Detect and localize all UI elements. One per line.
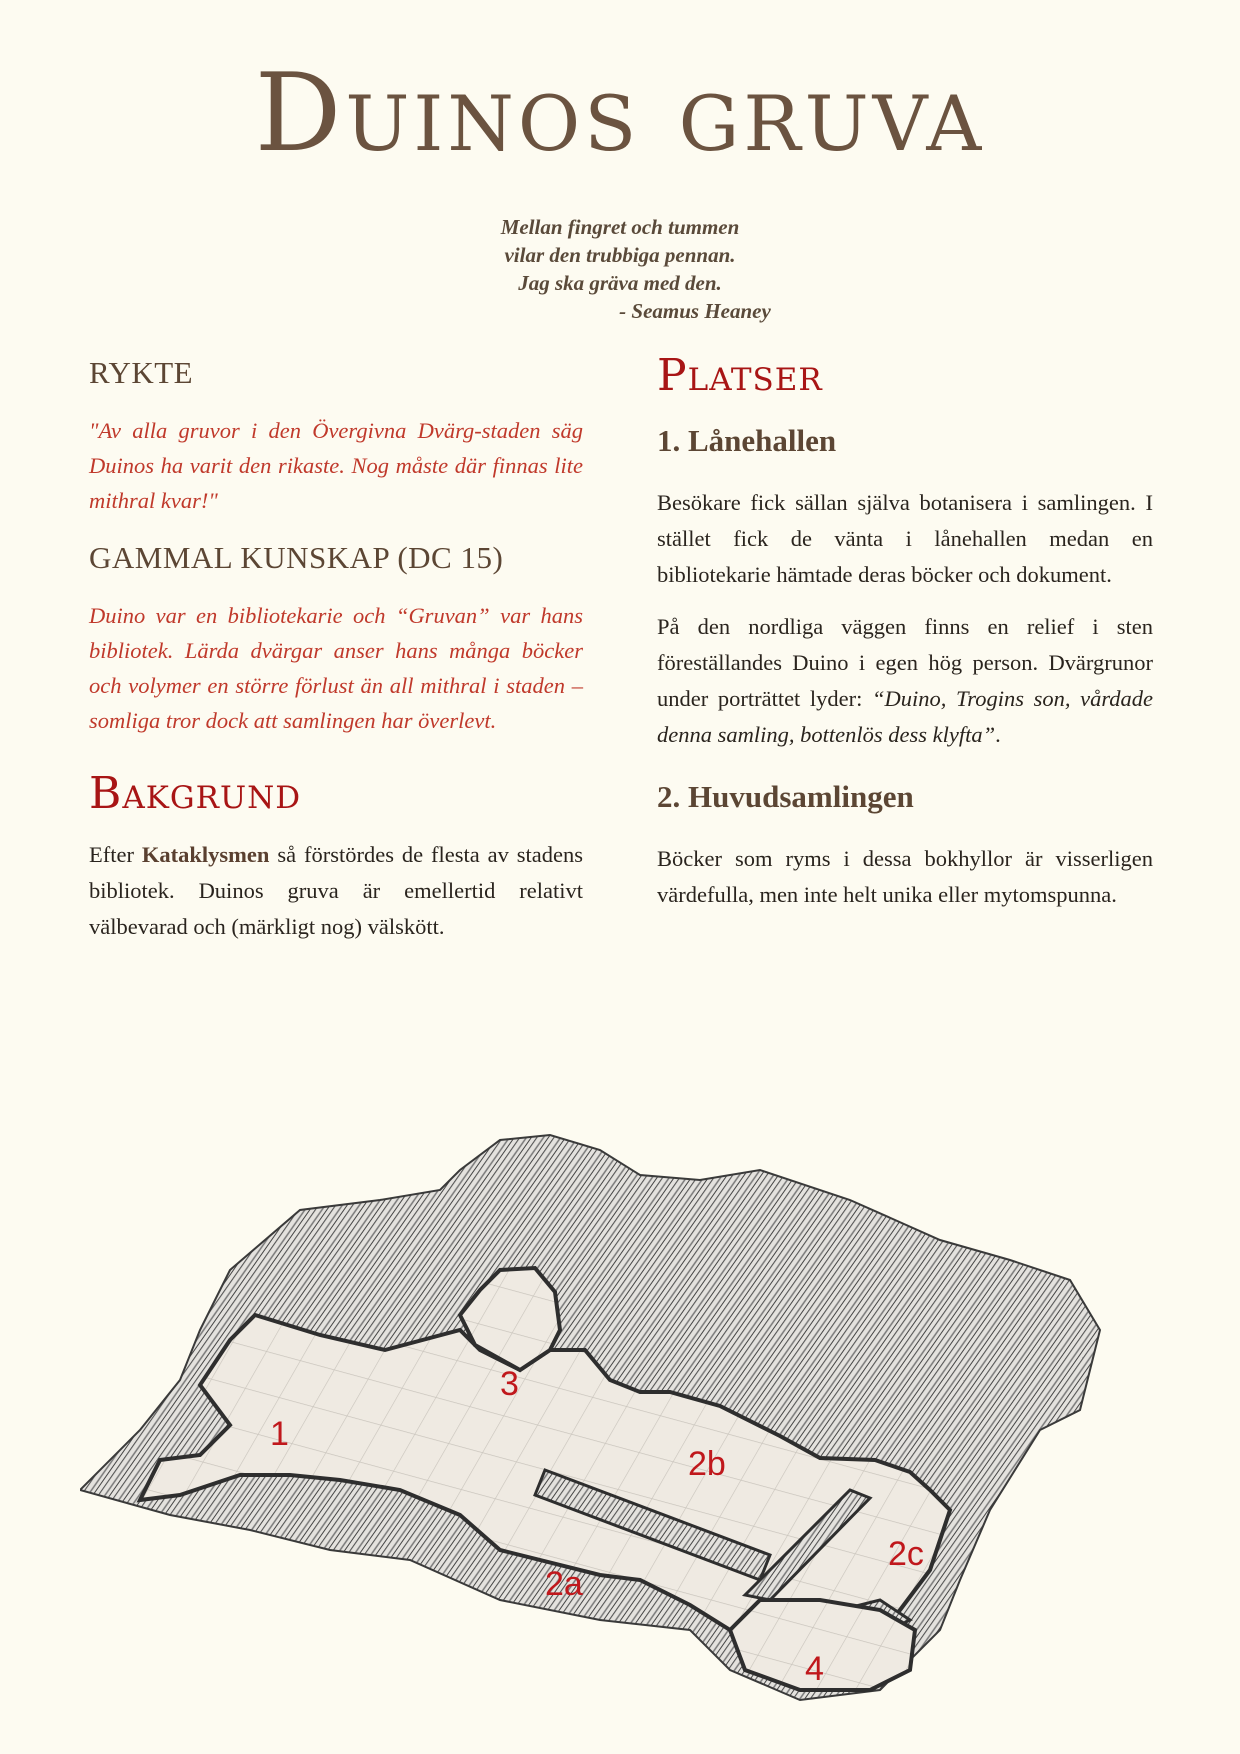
lore-heading: GAMMAL KUNSKAP (DC 15) [89,540,504,575]
place1-heading: 1. Lånehallen [657,423,837,458]
place2-text: Böcker som ryms i dessa bokhyllor är visserligen värdefulla, men inte helt unika eller mytomspunna. [657,846,1153,907]
place1-relief-quote: “Duino, Trogins son, vårdade denna samling, bottenlös dess klyfta” [657,686,1153,747]
place1-relief-post: . [995,722,1001,747]
epigraph-line: Mellan fingret och tummen [500,215,740,239]
epigraph-attribution: - Seamus Heaney [619,299,771,323]
places-heading: Platser [657,350,823,401]
map-label-1: 1 [270,1415,289,1453]
place2-heading: 2. Huvudsamlingen [657,779,914,814]
dungeon-map [80,1130,1190,1710]
place1-text: Besökare fick sällan själva botanisera i samlingen. I stället fick de vänta i lånehallen medan en bibliotekarie hämtade deras böcker och dokument. [657,490,1153,587]
left-column [89,355,583,945]
background-text-pre: Efter [89,842,142,867]
map-label-2a: 2a [545,1565,583,1603]
epigraph-line: vilar den trubbiga pennan. [504,243,736,267]
epigraph-line: Jag ska gräva med den. [518,271,722,295]
background-text [89,837,583,945]
right-column [657,350,1153,913]
map-label-2b: 2b [688,1445,726,1483]
map-label-3: 3 [500,1365,519,1403]
map-label-2c: 2c [888,1535,924,1573]
background-term: Kataklysmen [141,842,270,867]
rumor-heading: RYKTE [89,355,194,390]
rumor-text: "Av alla gruvor i den Övergivna Dvärg-staden säg Duinos ha varit den rikaste. Nog måste där finnas lite mithral kvar!" [89,418,583,513]
epigraph [0,213,1240,325]
lore-text: Duino var en bibliotekarie och “Gruvan” var hans bibliotek. Lärda dvärgar anser hans många böcker och volymer en större förlust än all mithral i staden – somliga tror dock att samlingen har överlevt. [89,603,583,733]
map-label-4: 4 [805,1650,824,1688]
background-heading: Bakgrund [89,768,302,819]
place1-relief-text [657,609,1153,753]
background-text-post: så förstördes de flesta av stadens bibliotek. Duinos gruva är emellertid relativt välbevarad och (märkligt nog) välskött. [89,842,584,939]
page-title: Duinos gruva [254,51,986,176]
place1-relief-pre: På den nordliga väggen finns en relief i sten föreställandes Duino i egen hög person. Dvärgrunor under porträttet lyder: [657,614,1153,711]
